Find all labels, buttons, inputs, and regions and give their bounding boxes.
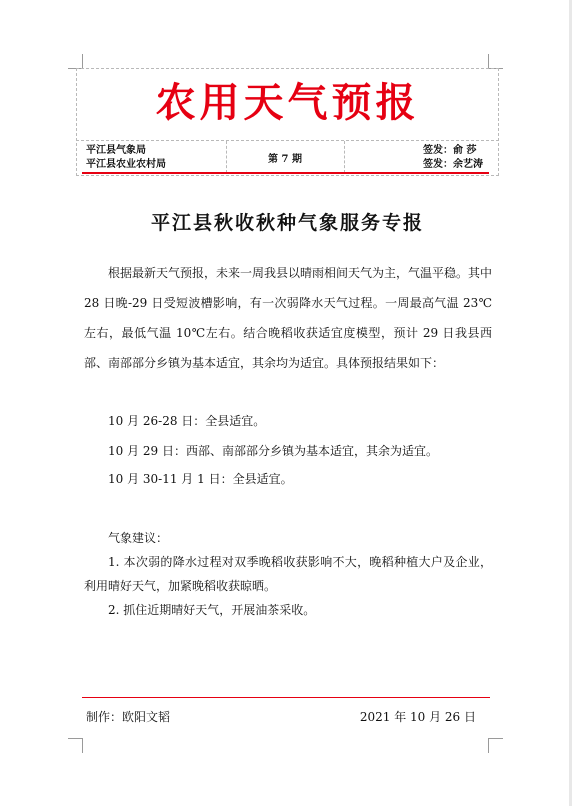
crop-mark-bottom-left [68,738,83,753]
header-info-row [76,140,499,172]
advice-item-2: 2. 抓住近期晴好天气，开展油茶采收。 [108,603,316,617]
intro-paragraph: 根据最新天气预报，未来一周我县以晴雨相间天气为主，气温平稳。其中 28 日晚-29 日受短波槽影响，有一次弱降水天气过程。一周最高气温 23℃左右，最低气温 10℃左右。结合晚稻收获适宜度模型，预计 29 日我县西部、南部部分乡镇为基本适宜，其余均为适宜。具体预报结果如下： [84,266,493,370]
document-title: 平江县秋收秋种气象服务专报 [150,212,424,234]
advice-block [84,550,492,622]
crop-mark-top-right [488,54,503,69]
issuer-agriculture-bureau: 平江县农业农村局 [86,159,166,170]
footer-author: 制作：欧阳文韬 [86,710,171,724]
header-red-rule [82,172,489,174]
footer-date: 2021 年 10 月 26 日 [359,710,476,724]
signature-1: 签发：俞 莎 [423,145,477,156]
forecast-line-2: 10 月 29 日：西部、南部部分乡镇为基本适宜，其余为适宜。 [108,444,438,458]
signature-2: 签发：余艺涛 [423,159,483,170]
advice-heading: 气象建议： [108,531,169,545]
issuer-weather-bureau: 平江县气象局 [86,145,146,156]
advice-item-1: 1. 本次弱的降水过程对双季晚稻收获影响不大，晚稻种植大户及企业，利用晴好天气，加紧晚稻收获晾晒。 [84,555,492,593]
crop-mark-top-left [68,54,83,69]
forecast-line-1: 10 月 26-28 日：全县适宜。 [108,414,266,428]
crop-mark-bottom-right [488,738,503,753]
issue-number: 第 7 期 [268,154,302,165]
issuer-list [86,144,166,172]
signature-list [423,144,483,172]
intro-paragraph-block [84,258,492,378]
masthead-title: 农用天气预报 [155,79,420,126]
footer-red-rule [82,697,490,698]
forecast-line-3: 10 月 30-11 月 1 日：全县适宜。 [108,472,293,486]
